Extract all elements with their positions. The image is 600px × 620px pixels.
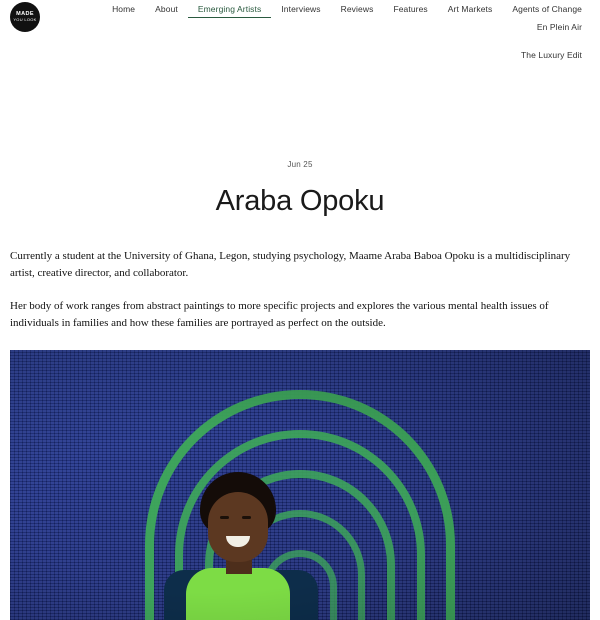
article-paragraph-1: Currently a student at the University of Ghana, Legon, studying psychology, Maame Araba Baboa Opoku is a multidisciplinary artist, creative director, and collaborator. [10, 250, 571, 280]
secondary-navigation-row [50, 46, 592, 64]
nav-item-about[interactable]: About [155, 4, 178, 14]
nav-item-en-plein-air[interactable]: En Plein Air [536, 22, 582, 32]
logo-line-2: YOU LOOK [13, 17, 37, 23]
site-header [0, 0, 600, 60]
nav-item-agents-of-change[interactable]: Agents of Change [512, 4, 582, 14]
main-navigation [50, 0, 592, 64]
article-hero-image [10, 350, 590, 620]
article-paragraph-2: Her body of work ranges from abstract paintings to more specific projects and explores the various mental health issues of individuals in families and how these families are portrayed as perfect on the outside. [10, 300, 549, 330]
nav-item-reviews[interactable]: Reviews [340, 4, 374, 14]
nav-item-art-markets[interactable]: Art Markets [447, 4, 493, 14]
article-container [0, 160, 600, 332]
page-title: Araba Opoku [215, 185, 385, 217]
nav-item-the-luxury-edit[interactable]: The Luxury Edit [520, 50, 582, 60]
nav-item-emerging-artists[interactable]: Emerging Artists [188, 0, 271, 18]
nav-item-features[interactable]: Features [393, 4, 428, 14]
nav-item-interviews[interactable]: Interviews [281, 4, 321, 14]
article-date: Jun 25 [287, 160, 313, 169]
logo-line-1: MADE [16, 10, 34, 17]
nav-item-home[interactable]: Home [112, 4, 136, 14]
site-logo[interactable] [10, 2, 40, 32]
hero-vignette [10, 350, 590, 620]
